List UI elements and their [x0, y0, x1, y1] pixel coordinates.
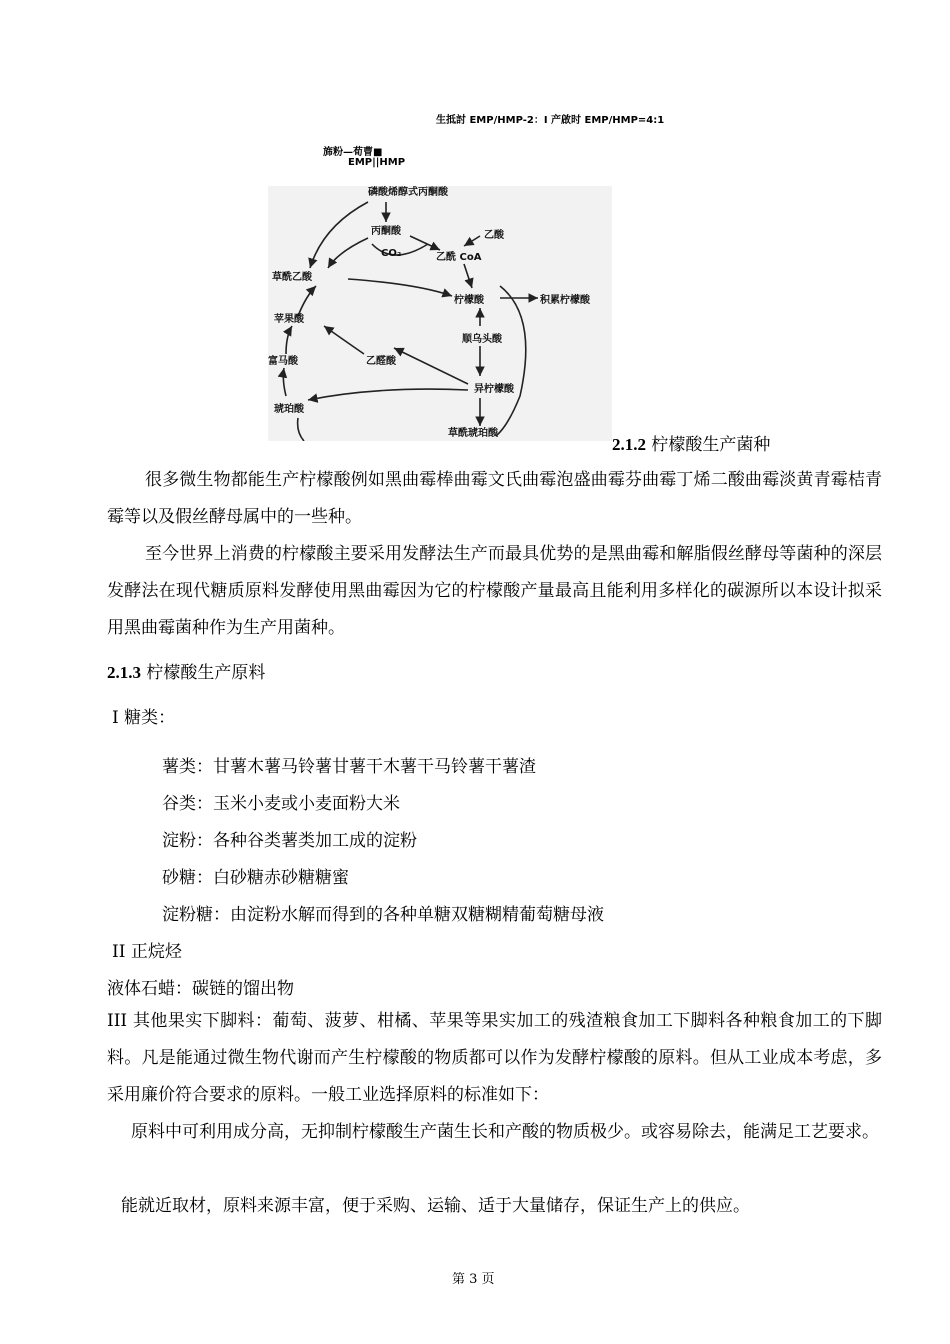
liquid-paraffin: 液体石蜡：碳链的馏出物: [107, 979, 294, 999]
arrow-acetate-acoa: [464, 236, 480, 246]
sugar-item: 淀粉糖：由淀粉水解而得到的各种单糖双糖糊精葡萄糖母液: [162, 905, 604, 925]
node-malate: 苹果酸: [274, 314, 304, 325]
node-cis-aconitate: 顺乌头酸: [462, 334, 502, 345]
node-acetate: 乙酸: [484, 230, 504, 241]
paragraph-5: 能就近取材，原料来源丰富，便于采购、运输、适于大量储存，保证生产上的供应。: [121, 1196, 750, 1216]
section-number: 2.1.3: [107, 663, 141, 682]
node-succinate: 琥珀酸: [274, 404, 304, 415]
header-note: 生抵討 EMP/HMP-2：I 产啟时 EMP/HMP=4:1: [436, 115, 665, 126]
paragraph-2: 至今世界上消费的柠檬酸主要采用发酵法生产而最具优势的是黑曲霉和解脂假丝酵母等菌种的深层发酵法在现代糖质原料发酵使用黑曲霉因为它的柠檬酸产量最高且能利用多样化的碳源所以本设计拟采用黑曲霉菌种作为生产用菌种。: [107, 544, 882, 638]
arrow-succinate-fumarate: [283, 368, 286, 396]
paragraph-1: 很多微生物都能生产柠檬酸例如黑曲霉棒曲霉文氏曲霉泡盛曲霉芬曲霉丁烯二酸曲霉淡黄青霉桔青霉等以及假丝酵母属中的一些种。: [107, 470, 882, 527]
item-alkanes: II 正烷烃: [112, 942, 182, 962]
node-pep: 磷酸烯醇式丙酮酸: [368, 187, 448, 198]
diagram-caption-line2: EMP||HMP: [348, 157, 406, 168]
sugar-item: 谷类：玉米小麦或小麦面粉大米: [162, 794, 400, 814]
page-footer: 第 3 页: [452, 1272, 495, 1287]
sugar-item: 砂糖：白砂糖赤砂糖糖蜜: [162, 868, 349, 888]
sugar-item: 薯类：甘薯木薯马铃薯甘薯干木薯干马铃薯干薯渣: [162, 757, 536, 777]
arrow-oaa-citrate: [348, 279, 452, 296]
item-sugars: I 糖类：: [112, 708, 176, 728]
arrow-isocitrate-succinate: [308, 389, 468, 400]
arrow-fumarate-malate: [286, 326, 292, 354]
arrow-pyr-oaa: [328, 238, 368, 268]
citric-acid-cycle-diagram: [268, 186, 612, 441]
arrow-pep-oaa: [310, 202, 368, 268]
section-title: 柠檬酸生产菌种: [651, 435, 771, 455]
node-fumarate: 富马酸: [268, 356, 298, 367]
node-oxaloacetate: 草酰乙酸: [272, 272, 312, 283]
node-isocitrate: 异柠檬酸: [474, 384, 514, 395]
section-heading-2-1-2: [612, 430, 770, 455]
arrow-acoa-citrate: [464, 264, 472, 288]
node-accumulated-citrate: 积累柠檬酸: [540, 295, 590, 306]
arrow-isocitrate-glyoxylate: [394, 348, 468, 384]
node-citrate: 柠檬酸: [454, 295, 484, 306]
arrow-glyoxylate-malate: [324, 326, 364, 354]
section-title: 柠檬酸生产原料: [146, 663, 266, 683]
node-acetyl-coa: 乙酰 CoA: [436, 252, 482, 263]
cycle-svg: [268, 186, 612, 441]
section-heading-2-1-3: [107, 658, 265, 683]
node-pyruvate: 丙酮酸: [371, 226, 401, 237]
arc-bottom-left: [298, 418, 304, 441]
paragraph-4: 原料中可利用成分高，无抑制柠檬酸生产菌生长和产酸的物质极少。或容易除去，能满足工艺要求。: [131, 1122, 879, 1142]
diagram-caption-line1: 旆粉—荀曹■: [323, 147, 383, 158]
arrow-pyr-acoa: [410, 236, 440, 250]
node-co2: CO₂: [381, 248, 402, 259]
sugar-item: 淀粉：各种谷类薯类加工成的淀粉: [162, 831, 417, 851]
paragraph-3: III 其他果实下脚料：葡萄、菠萝、柑橘、苹果等果实加工的残渣粮食加工下脚料各种粮食加工的下脚料。凡是能通过微生物代谢而产生柠檬酸的物质都可以作为发酵柠檬酸的原料。但从工业成本考虑，多采用廉价符合要求的原料。一般工业选择原料的标准如下：: [107, 1011, 882, 1105]
node-glyoxylate: 乙醛酸: [366, 356, 396, 367]
arc-right: [496, 286, 526, 436]
section-number: 2.1.2: [612, 435, 646, 454]
node-oxalosuccinate: 草酰琥珀酸: [448, 428, 498, 439]
arrow-malate-oaa: [298, 286, 316, 316]
